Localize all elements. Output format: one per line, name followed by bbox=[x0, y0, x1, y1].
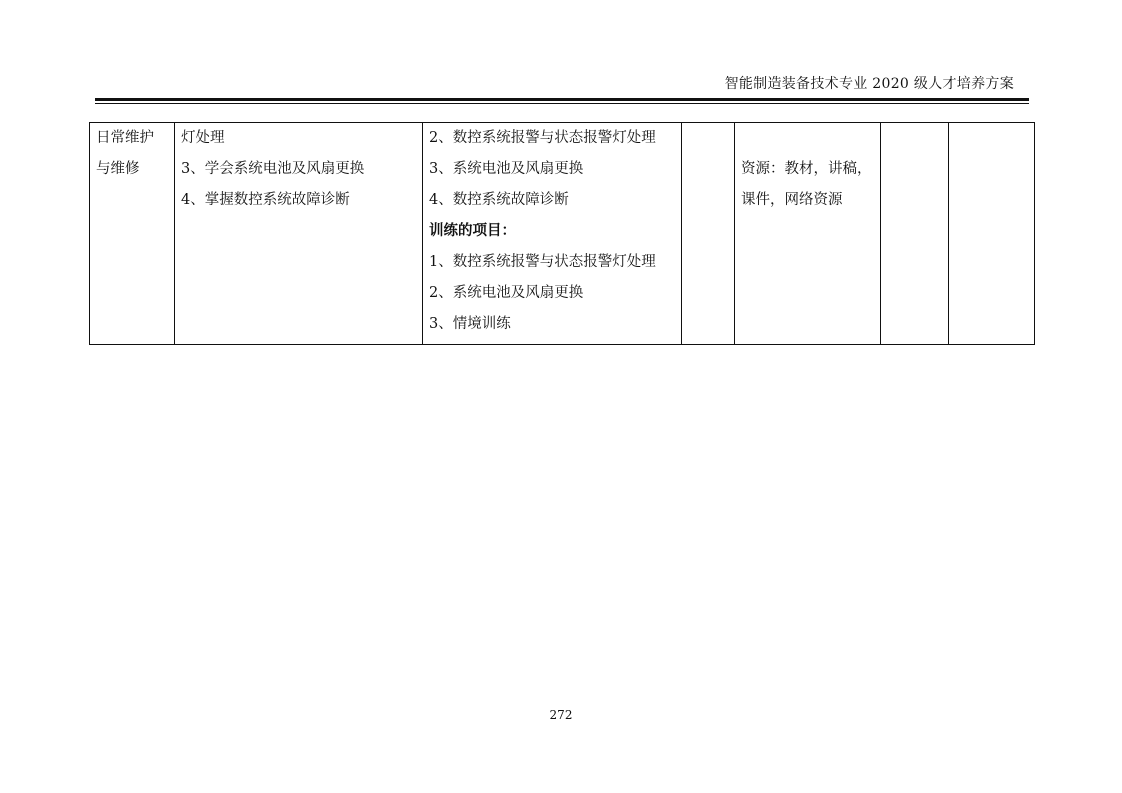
content-line: 4、数控系统故障诊断 bbox=[429, 192, 569, 208]
empty-cell bbox=[949, 123, 1035, 345]
resource-line: 资源：教材，讲稿， bbox=[741, 161, 872, 177]
content-cell bbox=[423, 123, 682, 345]
resources-cell bbox=[735, 123, 881, 345]
objectives-cell bbox=[175, 123, 423, 345]
module-name-cell bbox=[90, 123, 175, 345]
page-number: 272 bbox=[549, 708, 573, 722]
training-heading: 训练的项目： bbox=[429, 222, 516, 239]
training-line: 3、情境训练 bbox=[429, 316, 511, 332]
training-line: 2、系统电池及风扇更换 bbox=[429, 285, 584, 301]
objective-line: 3、学会系统电池及风扇更换 bbox=[181, 161, 365, 177]
resource-line: 课件，网络资源 bbox=[741, 192, 843, 208]
objective-line: 灯处理 bbox=[181, 130, 225, 146]
document-header-title: 智能制造装备技术专业 2020 级人才培养方案 bbox=[724, 76, 1014, 92]
content-line: 3、系统电池及风扇更换 bbox=[429, 161, 584, 177]
empty-cell bbox=[881, 123, 949, 345]
training-line: 1、数控系统报警与状态报警灯处理 bbox=[429, 254, 656, 270]
hours-cell bbox=[682, 123, 735, 345]
content-line: 2、数控系统报警与状态报警灯处理 bbox=[429, 130, 656, 146]
objective-line: 4、掌握数控系统故障诊断 bbox=[181, 192, 350, 208]
curriculum-table bbox=[89, 122, 1035, 345]
table-row bbox=[90, 123, 1035, 345]
resources-spacer bbox=[741, 127, 880, 158]
header-rule-thin bbox=[95, 103, 1029, 104]
module-name-line: 日常维护 bbox=[96, 130, 154, 146]
header-rule-thick bbox=[95, 98, 1029, 101]
module-name-line: 与维修 bbox=[96, 161, 140, 177]
